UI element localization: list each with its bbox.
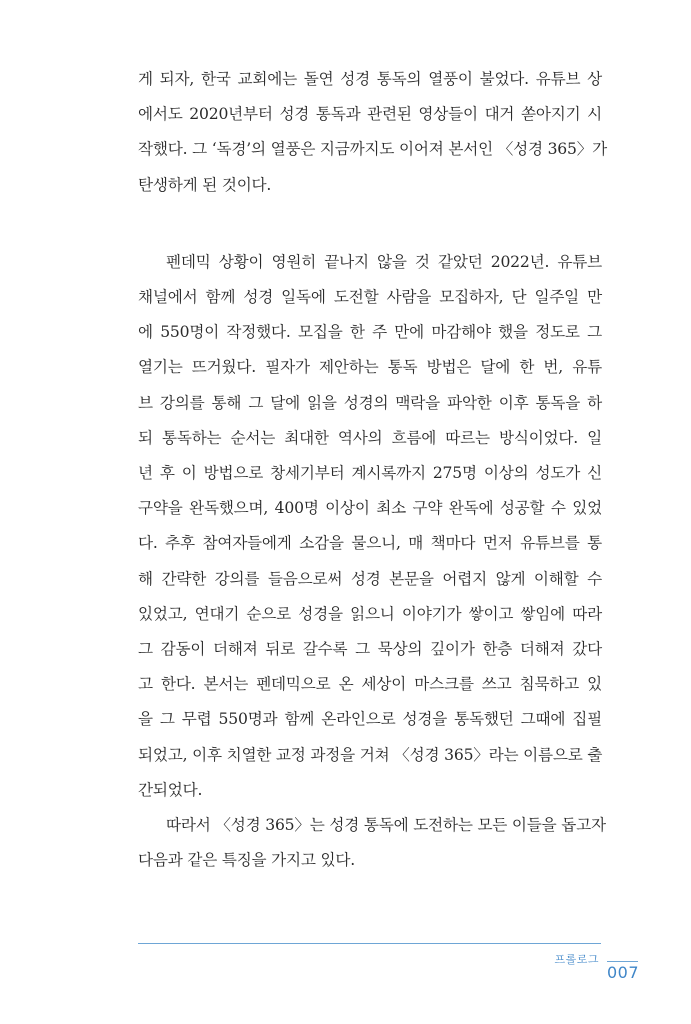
text-line: 년 후 이 방법으로 창세기부터 계시록까지 275명 이상의 성도가 신 [138,464,602,483]
text-line: 따라서 〈성경 365〉는 성경 통독에 도전하는 모든 이들을 돕고자 [166,816,606,835]
text-line: 되었고, 이후 치열한 교정 과정을 거쳐 〈성경 365〉라는 이름으로 출 [138,745,603,764]
text-line: 을 그 무렵 550명과 함께 온라인으로 성경을 통독했던 그때에 집필 [138,710,602,729]
body-text [138,62,608,878]
running-footer-section-title: 프롤로그 [554,953,599,966]
text-line: 다. 추후 참여자들에게 소감을 물으니, 매 책마다 먼저 유튜브를 통 [138,534,602,553]
text-line: 해 간략한 강의를 들음으로써 성경 본문을 어렵지 않게 이해할 수 [138,569,602,588]
page-number-rule [607,961,638,962]
text-line: 에 550명이 작정했다. 모집을 한 주 만에 마감해야 했을 정도로 그 [138,323,602,342]
text-line: 작했다. 그 ‘독경’의 열풍은 지금까지도 이어져 본서인 〈성경 365〉가 [138,140,608,159]
text-line: 구약을 완독했으며, 400명 이상이 최소 구약 완독에 성공할 수 있었 [138,499,602,518]
text-line: 채널에서 함께 성경 일독에 도전할 사람을 모집하자, 단 일주일 만 [138,288,602,307]
text-line: 에서도 2020년부터 성경 통독과 관련된 영상들이 대거 쏟아지기 시 [138,105,602,124]
text-line: 펜데믹 상황이 영원히 끝나지 않을 것 같았던 2022년. 유튜브 [166,252,602,271]
page-number: 007 [607,963,640,982]
text-line: 고 한다. 본서는 펜데믹으로 온 세상이 마스크를 쓰고 침묵하고 있 [138,675,602,694]
text-line: 다음과 같은 특징을 가지고 있다. [138,851,356,870]
text-line: 있었고, 연대기 순으로 성경을 읽으니 이야기가 쌓이고 쌓임에 따라 [138,604,602,623]
text-line: 간되었다. [138,780,203,799]
text-line: 탄생하게 된 것이다. [138,175,272,194]
text-line: 열기는 뜨거웠다. 필자가 제안하는 통독 방법은 달에 한 번, 유튜 [138,358,602,377]
text-line: 브 강의를 통해 그 달에 읽을 성경의 맥락을 파악한 이후 통독을 하 [138,393,602,412]
text-line: 되 통독하는 순서는 최대한 역사의 흐름에 따르는 방식이었다. 일 [138,428,602,447]
paragraph-2 [138,245,602,808]
footer-divider [138,943,601,944]
paragraph-spacer [138,203,602,245]
paragraph-1 [138,62,608,203]
text-line: 그 감동이 더해져 뒤로 갈수록 그 묵상의 깊이가 한층 더해져 갔다 [138,640,602,659]
paragraph-3 [138,808,606,878]
text-line: 게 되자, 한국 교회에는 돌연 성경 통독의 열풍이 불었다. 유튜브 상 [138,70,602,88]
